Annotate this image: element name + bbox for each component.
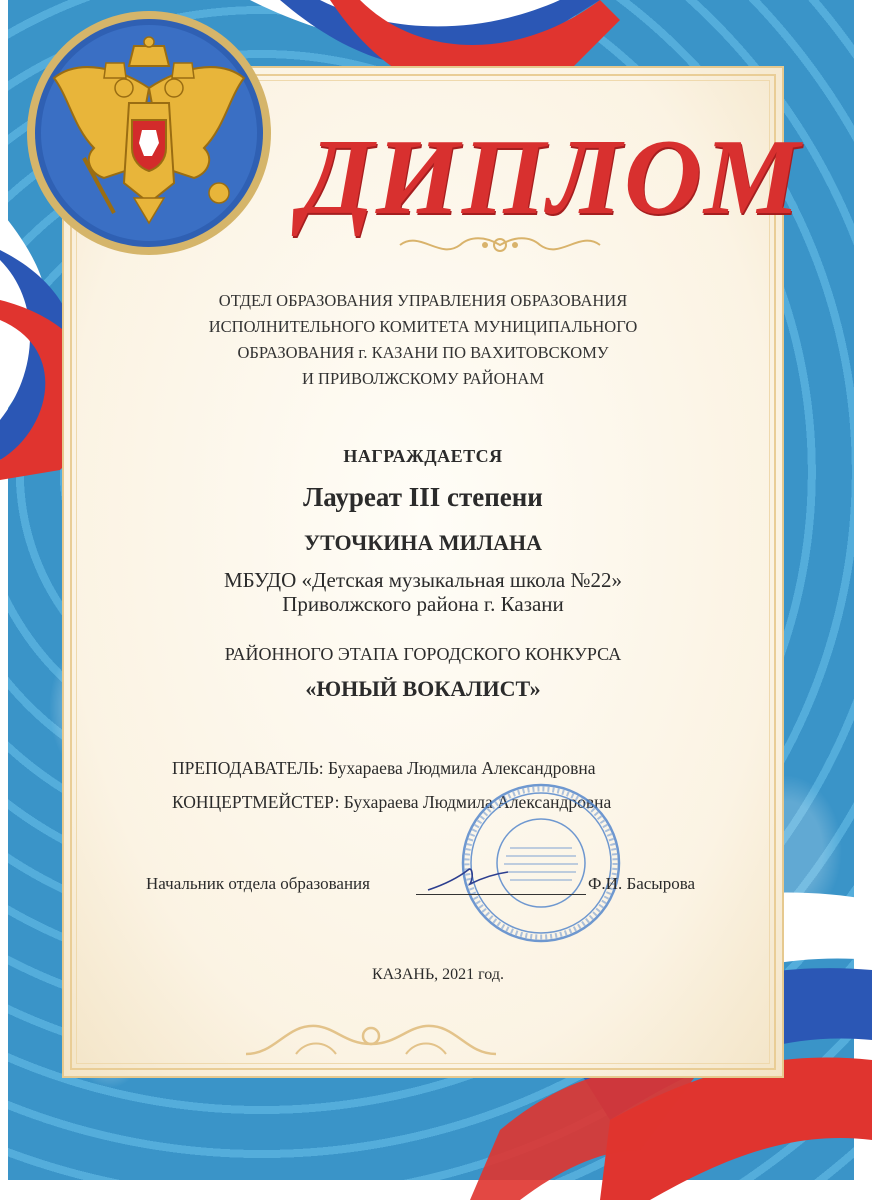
contest-name: «ЮНЫЙ ВОКАЛИСТ» — [305, 676, 541, 701]
issuing-organization — [100, 288, 746, 392]
contest-stage: РАЙОННОГО ЭТАПА ГОРОДСКОГО КОНКУРСА — [224, 644, 622, 664]
recipient-name: УТОЧКИНА МИЛАНА — [304, 530, 542, 555]
awarded-heading: НАГРАЖДАЕТСЯ — [343, 446, 503, 466]
city-year: КАЗАНЬ, 2021 год. — [372, 966, 504, 983]
school-line: Приволжского района г. Казани — [282, 592, 564, 616]
school-line: МБУДО «Детская музыкальная школа №22» — [224, 568, 622, 592]
org-line: ИСПОЛНИТЕЛЬНОГО КОМИТЕТА МУНИЦИПАЛЬНОГО — [208, 317, 638, 336]
bottom-ornament-icon — [236, 1014, 506, 1060]
diploma-title: ДИПЛОМ — [300, 118, 802, 237]
laureate-degree: Лауреат III степени — [303, 482, 543, 512]
teacher-line: ПРЕПОДАВАТЕЛЬ: Бухараева Людмила Александровна — [172, 758, 596, 778]
org-line: И ПРИВОЛЖСКОМУ РАЙОНАМ — [301, 369, 545, 388]
org-line: ОБРАЗОВАНИЯ г. КАЗАНИ ПО ВАХИТОВСКОМУ — [237, 343, 609, 362]
org-line: ОТДЕЛ ОБРАЗОВАНИЯ УПРАВЛЕНИЯ ОБРАЗОВАНИЯ — [218, 291, 628, 310]
school-name — [100, 568, 746, 616]
accompanist-line: КОНЦЕРТМЕЙСТЕР: Бухараева Людмила Александровна — [172, 792, 612, 812]
top-ornament-icon — [390, 228, 610, 262]
handwritten-signature — [420, 856, 530, 900]
signatory-position: Начальник отдела образования — [146, 874, 370, 893]
signatory-name: Ф.И. Басырова — [588, 874, 696, 893]
russian-coat-of-arms-icon — [24, 8, 274, 258]
